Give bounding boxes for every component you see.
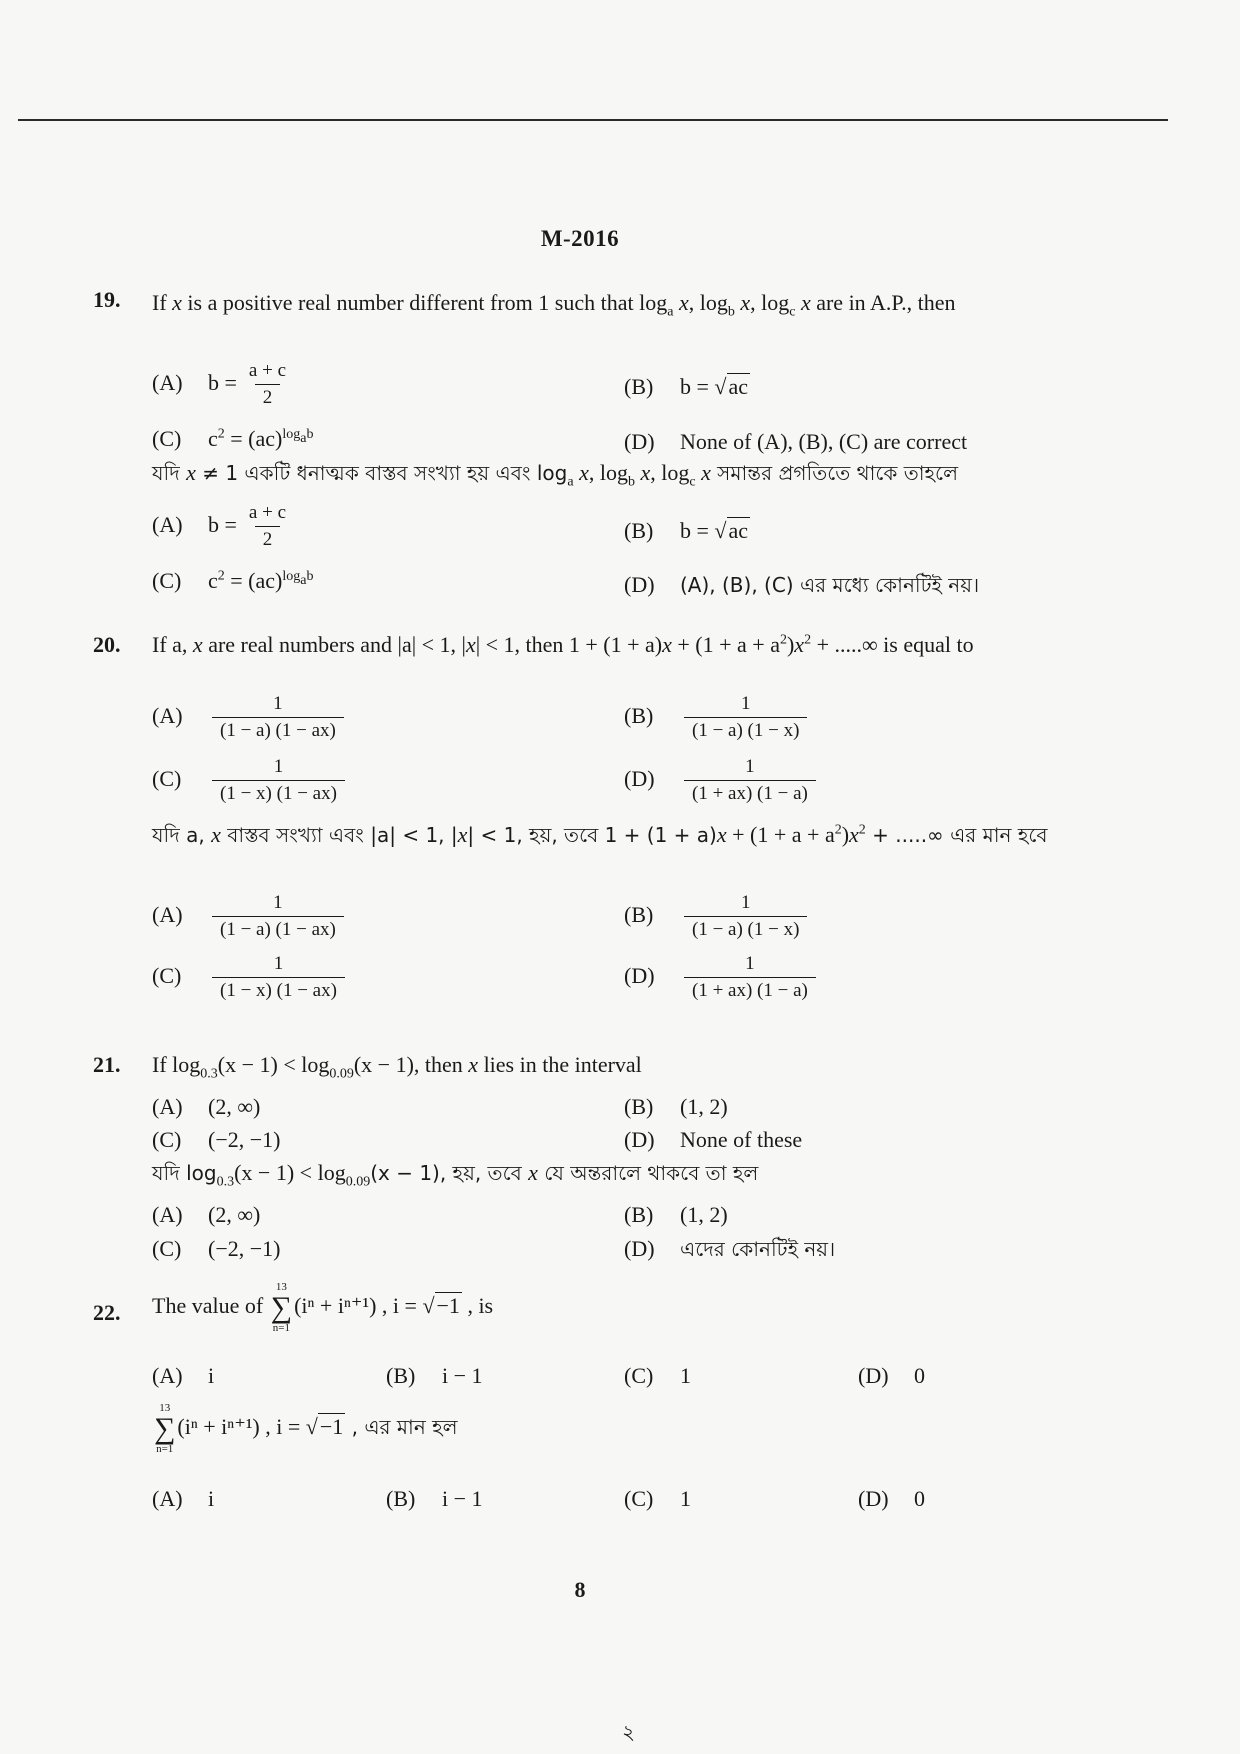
q20-bn-option-d: (D) $\frac{1}{(1 + ax) (1 - a)}$ <box>624 953 816 1003</box>
q19-bn-option-b: (B) b = √ac <box>624 518 749 543</box>
q20-option-a: (A) $\frac{1}{(1 - a) (1 - ax)}$ <box>152 693 344 743</box>
q21-text-bn: যদি $\log_{0.3}(x - 1) < \log_{0.09}(x - 1)$, হয়, তবে x যে অন্তরালে থাকবে তা হল <box>152 1160 759 1190</box>
q20-text-bn: যদি a, x বাস্তব সংখ্যা এবং |a| < 1, |x| < 1, হয়, তবে $1 + (1 + a)x + (1 + a + a^2)x^2$ + .....∞ এর মান হবে <box>152 822 1048 847</box>
q20-option-d: (D) $\frac{1}{(1 + ax) (1 - a)}$ <box>624 756 816 806</box>
q20-text-en: If a, x are real numbers and |a| < 1, |x| < 1, then $1 + (1 + a)x + (1 + a + a^2)x^2$ + .....∞ is equal to <box>152 632 974 657</box>
q22-option-c: (C) 1 <box>624 1363 691 1388</box>
q20-option-b: (B) $\frac{1}{(1 - a) (1 - x)}$ <box>624 693 807 743</box>
q22-option-b: (B) i − 1 <box>386 1363 483 1388</box>
q21-number: 21. <box>93 1052 121 1077</box>
q19-number: 19. <box>93 287 121 312</box>
q19-text-bn: যদি x ≠ 1 একটি ধনাত্মক বাস্তব সংখ্যা হয় এবং $\log_a x$, $\log_b x$, $\log_c x$ সমান্তর প্রগতিতে থাকে তাহলে <box>152 460 959 490</box>
q20-option-c: (C) $\frac{1}{(1 - x) (1 - ax)}$ <box>152 756 345 806</box>
q19-option-c: (C) $c^2 = (ac)^{log_ab}$ <box>152 426 314 451</box>
q20-bn-option-a: (A) $\frac{1}{(1 - a) (1 - ax)}$ <box>152 892 344 942</box>
q20-number: 20. <box>93 632 121 657</box>
q19-option-a: (A) b = $\frac{a + c}{2}$ <box>152 360 287 408</box>
paper-code: M-2016 <box>540 226 620 251</box>
bottom-mark: ২ <box>622 1720 636 1744</box>
q21-option-b: (B) (1, 2) <box>624 1094 728 1119</box>
q19-option-b: (B) b = √ac <box>624 374 749 399</box>
q22-bn-option-a: (A) i <box>152 1486 215 1511</box>
q22-bn-option-b: (B) i − 1 <box>386 1486 483 1511</box>
q19-text-en: If x is a positive real number different from 1 such that $\log_a x$, $\log_b x$, $\log_c x$ are in A.P., then <box>152 290 956 320</box>
q21-option-c: (C) (−2, −1) <box>152 1127 281 1152</box>
q22-option-d: (D) 0 <box>858 1363 925 1388</box>
q22-text-en: The value of 13 ∑ n=1 (iⁿ + iⁿ⁺¹) , i = √−1 , is <box>152 1281 494 1334</box>
q19-bn-option-a: (A) b = $\frac{a + c}{2}$ <box>152 502 287 550</box>
q22-number: 22. <box>93 1300 121 1325</box>
q21-text-en: If $\log_{0.3}(x - 1) < \log_{0.09}(x - 1)$, then x lies in the interval <box>152 1052 642 1082</box>
q22-text-bn: 13 ∑ n=1 (iⁿ + iⁿ⁺¹) , i = √−1 , এর মান হল <box>154 1402 458 1455</box>
page-number: 8 <box>574 1577 586 1602</box>
q19-bn-option-c: (C) $c^2 = (ac)^{log_ab}$ <box>152 568 314 593</box>
summation-symbol: 13 ∑ n=1 <box>154 1402 176 1455</box>
q21-bn-option-d: (D) এদের কোনটিই নয়। <box>624 1236 836 1261</box>
q20-bn-option-b: (B) $\frac{1}{(1 - a) (1 - x)}$ <box>624 892 807 942</box>
q22-option-a: (A) i <box>152 1363 215 1388</box>
q21-bn-option-b: (B) (1, 2) <box>624 1202 728 1227</box>
q19-bn-option-d: (D) (A), (B), (C) এর মধ্যে কোনটিই নয়। <box>624 572 980 597</box>
q22-bn-option-d: (D) 0 <box>858 1486 925 1511</box>
top-rule <box>18 119 1168 121</box>
q21-option-d: (D) None of these <box>624 1127 803 1152</box>
q21-bn-option-a: (A) (2, ∞) <box>152 1202 261 1227</box>
q21-option-a: (A) (2, ∞) <box>152 1094 261 1119</box>
q21-bn-option-c: (C) (−2, −1) <box>152 1236 281 1261</box>
q20-bn-option-c: (C) $\frac{1}{(1 - x) (1 - ax)}$ <box>152 953 345 1003</box>
summation-symbol: 13 ∑ n=1 <box>270 1281 293 1334</box>
q19-option-d: (D) None of (A), (B), (C) are correct <box>624 429 968 454</box>
q22-bn-option-c: (C) 1 <box>624 1486 691 1511</box>
